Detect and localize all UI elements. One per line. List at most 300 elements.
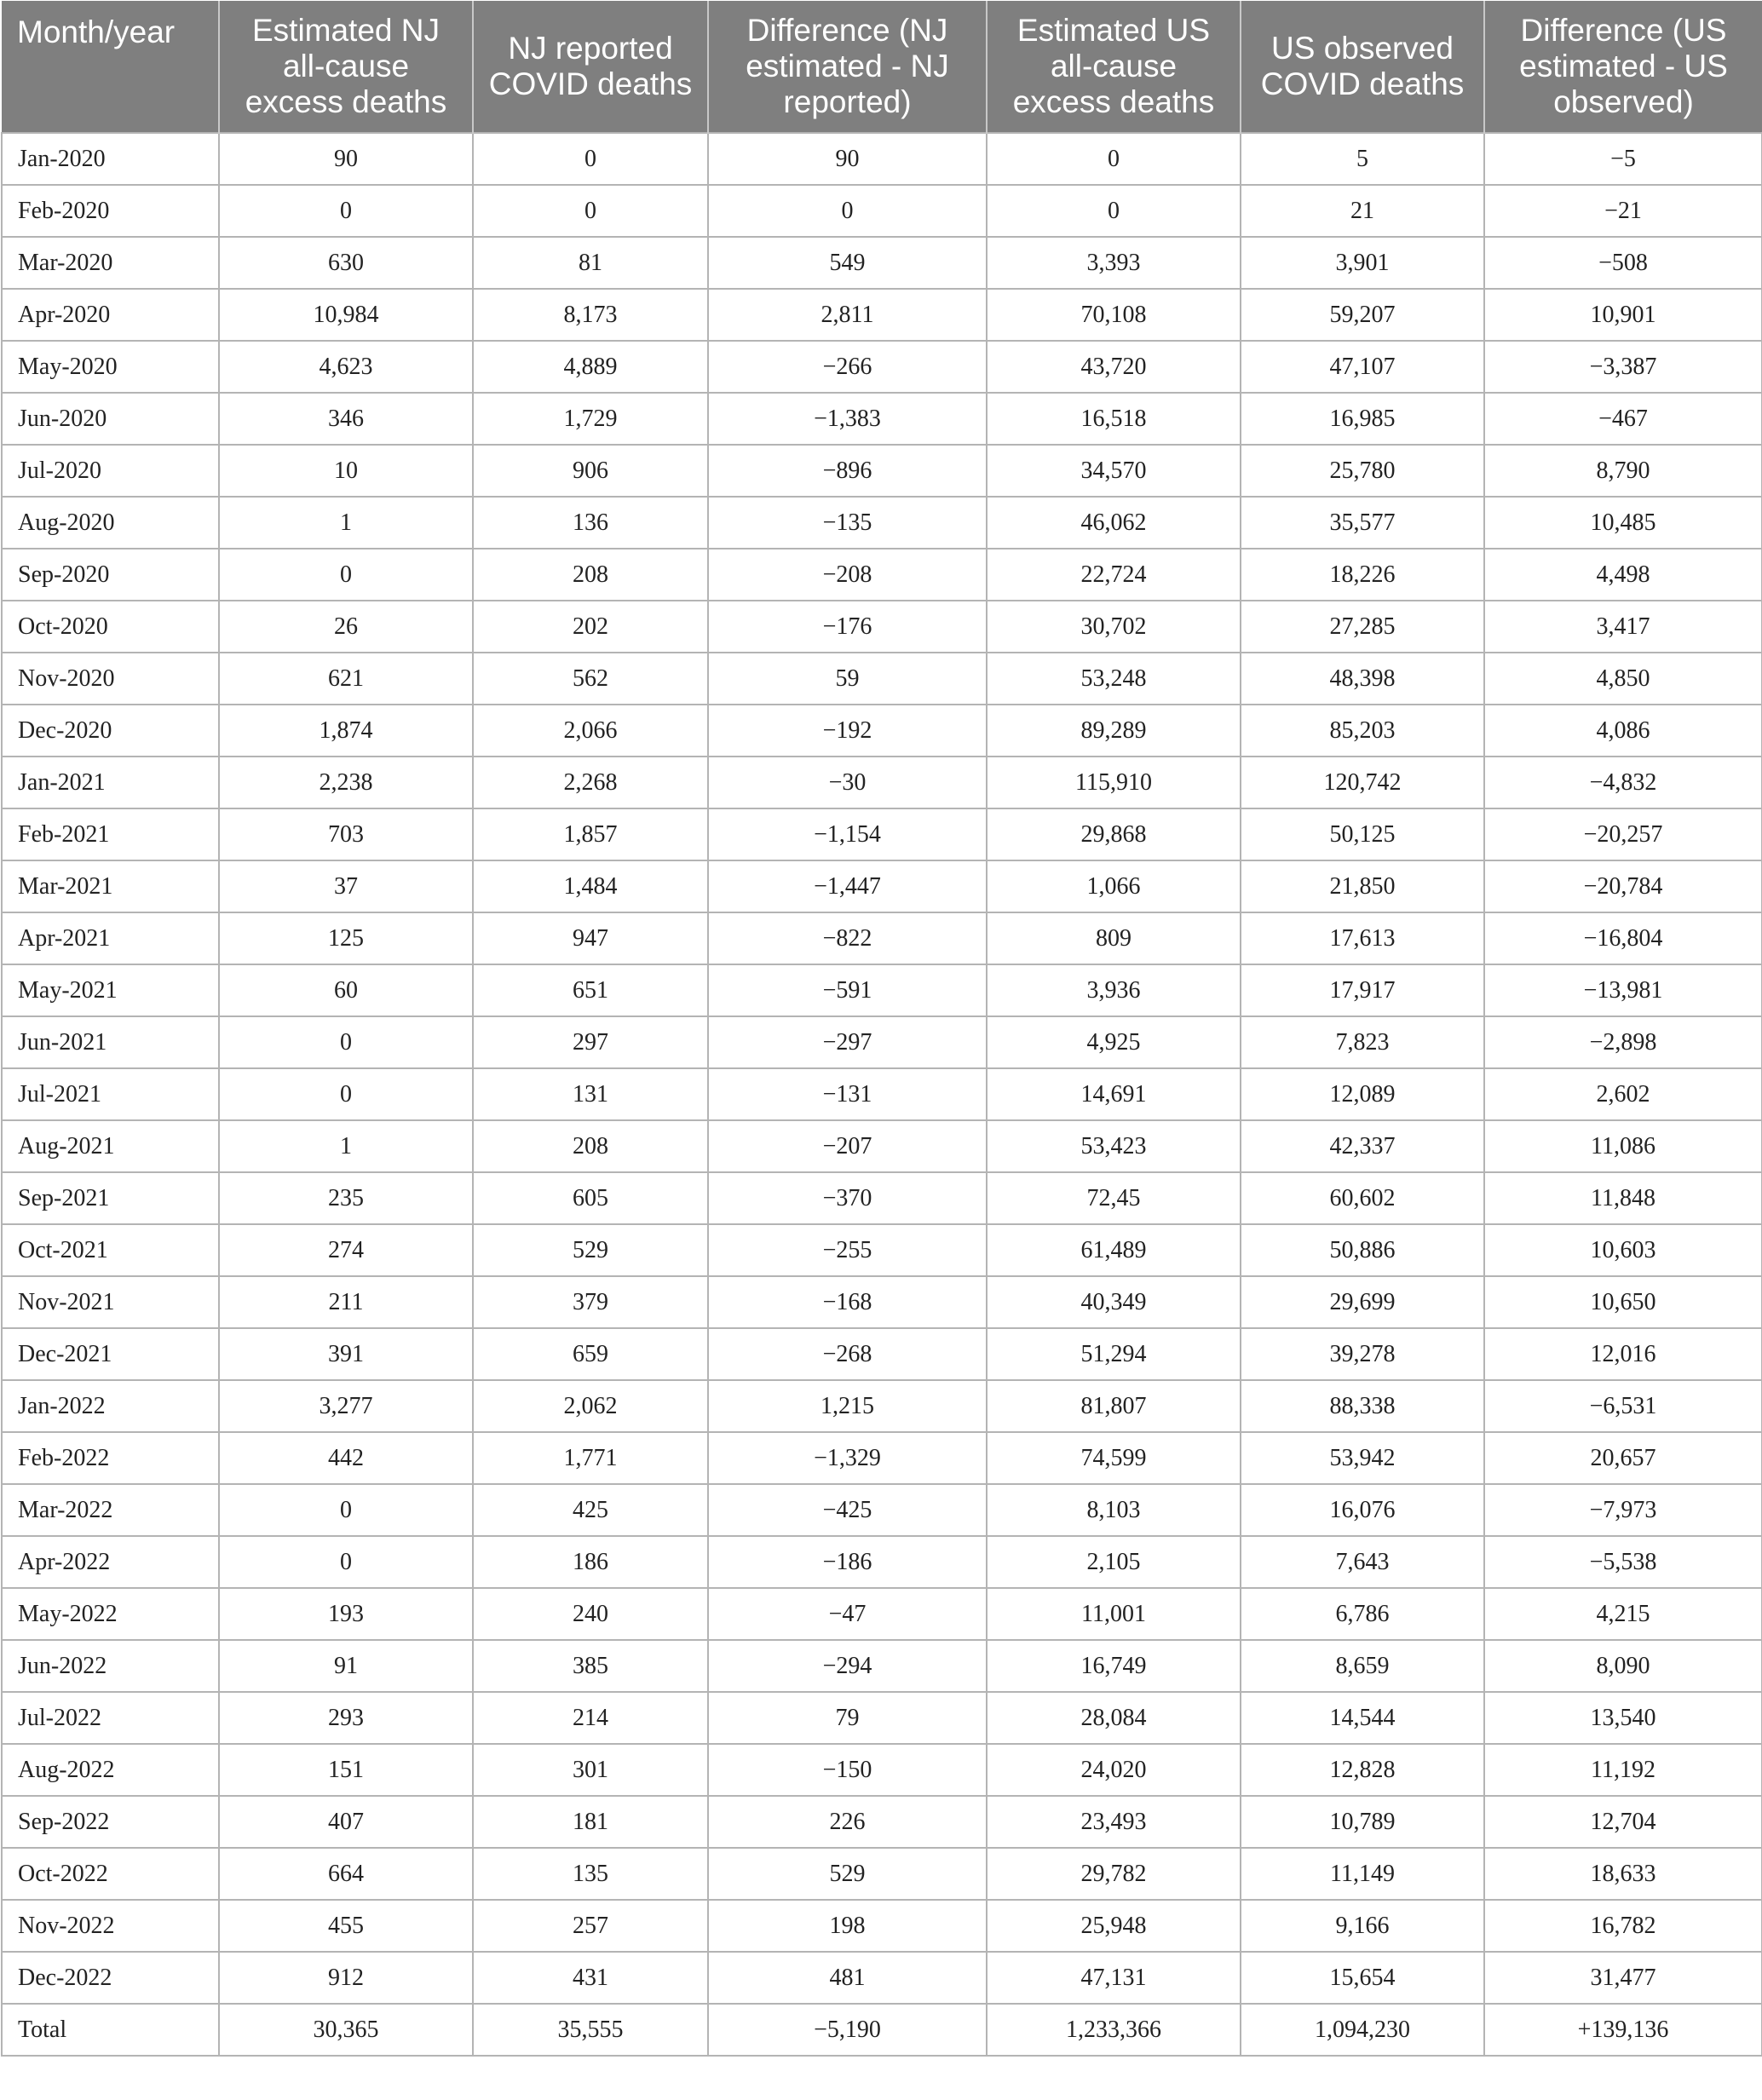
cell-us-observed-covid: 25,780 xyxy=(1241,445,1484,497)
cell-us-difference: −5,538 xyxy=(1484,1536,1762,1588)
cell-nj-estimated-excess: 151 xyxy=(219,1744,473,1796)
cell-nj-reported-covid: 1,857 xyxy=(473,808,708,860)
table-row xyxy=(2,289,1762,341)
cell-nj-reported-covid: 431 xyxy=(473,1952,708,2004)
cell-month-year: Jan-2022 xyxy=(2,1380,219,1432)
cell-us-estimated-excess: 2,105 xyxy=(987,1536,1241,1588)
cell-us-estimated-excess: 29,868 xyxy=(987,808,1241,860)
table-row xyxy=(2,1016,1762,1068)
cell-us-estimated-excess: 89,289 xyxy=(987,705,1241,757)
cell-month-year: Feb-2021 xyxy=(2,808,219,860)
cell-nj-difference: 529 xyxy=(708,1848,987,1900)
cell-nj-reported-covid: 301 xyxy=(473,1744,708,1796)
cell-nj-estimated-excess: 4,623 xyxy=(219,341,473,393)
cell-us-observed-covid: 14,544 xyxy=(1241,1692,1484,1744)
cell-month-year: Jun-2022 xyxy=(2,1640,219,1692)
cell-us-observed-covid: 12,828 xyxy=(1241,1744,1484,1796)
cell-us-observed-covid: 17,613 xyxy=(1241,912,1484,964)
cell-nj-reported-covid: 0 xyxy=(473,133,708,185)
cell-nj-reported-covid: 529 xyxy=(473,1224,708,1276)
cell-nj-reported-covid: 4,889 xyxy=(473,341,708,393)
cell-month-year: Aug-2022 xyxy=(2,1744,219,1796)
cell-nj-difference: −268 xyxy=(708,1328,987,1380)
cell-us-observed-covid: 50,125 xyxy=(1241,808,1484,860)
cell-month-year: Sep-2020 xyxy=(2,549,219,601)
cell-us-estimated-excess: 61,489 xyxy=(987,1224,1241,1276)
cell-us-observed-covid: 16,985 xyxy=(1241,393,1484,445)
cell-us-observed-covid: 5 xyxy=(1241,133,1484,185)
cell-nj-difference: −297 xyxy=(708,1016,987,1068)
cell-us-difference: −2,898 xyxy=(1484,1016,1762,1068)
cell-us-estimated-excess: 3,936 xyxy=(987,964,1241,1016)
cell-us-observed-covid: 35,577 xyxy=(1241,497,1484,549)
cell-us-estimated-excess: 8,103 xyxy=(987,1484,1241,1536)
cell-month-year: Jan-2021 xyxy=(2,757,219,808)
cell-nj-estimated-excess: 0 xyxy=(219,1484,473,1536)
cell-nj-difference: −1,329 xyxy=(708,1432,987,1484)
table-row xyxy=(2,185,1762,237)
cell-month-year: Apr-2020 xyxy=(2,289,219,341)
cell-month-year: Dec-2021 xyxy=(2,1328,219,1380)
cell-nj-difference: 79 xyxy=(708,1692,987,1744)
cell-us-difference: 8,790 xyxy=(1484,445,1762,497)
header-nj-reported-covid: NJ reported COVID deaths xyxy=(473,1,708,133)
cell-nj-difference: −591 xyxy=(708,964,987,1016)
cell-nj-reported-covid: 379 xyxy=(473,1276,708,1328)
cell-nj-estimated-excess: 1,874 xyxy=(219,705,473,757)
cell-us-observed-covid: 48,398 xyxy=(1241,653,1484,705)
cell-us-observed-covid: 1,094,230 xyxy=(1241,2004,1484,2056)
cell-nj-difference: −131 xyxy=(708,1068,987,1120)
cell-nj-estimated-excess: 1 xyxy=(219,497,473,549)
cell-nj-estimated-excess: 442 xyxy=(219,1432,473,1484)
cell-nj-estimated-excess: 3,277 xyxy=(219,1380,473,1432)
cell-us-observed-covid: 15,654 xyxy=(1241,1952,1484,2004)
cell-month-year: Jun-2020 xyxy=(2,393,219,445)
cell-nj-difference: −208 xyxy=(708,549,987,601)
cell-us-observed-covid: 3,901 xyxy=(1241,237,1484,289)
table-row xyxy=(2,393,1762,445)
cell-month-year: Jul-2022 xyxy=(2,1692,219,1744)
cell-us-difference: −467 xyxy=(1484,393,1762,445)
cell-month-year: Oct-2020 xyxy=(2,601,219,653)
cell-nj-difference: 0 xyxy=(708,185,987,237)
header-nj-estimated-excess: Estimated NJ all-cause excess deaths xyxy=(219,1,473,133)
cell-us-difference: 3,417 xyxy=(1484,601,1762,653)
cell-us-observed-covid: 7,643 xyxy=(1241,1536,1484,1588)
table-row xyxy=(2,1536,1762,1588)
cell-month-year: Dec-2022 xyxy=(2,1952,219,2004)
cell-us-estimated-excess: 28,084 xyxy=(987,1692,1241,1744)
cell-nj-estimated-excess: 0 xyxy=(219,549,473,601)
cell-month-year: Jul-2021 xyxy=(2,1068,219,1120)
cell-us-observed-covid: 10,789 xyxy=(1241,1796,1484,1848)
cell-us-estimated-excess: 4,925 xyxy=(987,1016,1241,1068)
cell-us-difference: 11,192 xyxy=(1484,1744,1762,1796)
cell-us-estimated-excess: 22,724 xyxy=(987,549,1241,601)
cell-month-year: Aug-2020 xyxy=(2,497,219,549)
cell-us-difference: −508 xyxy=(1484,237,1762,289)
cell-us-observed-covid: 21,850 xyxy=(1241,860,1484,912)
cell-nj-difference: −30 xyxy=(708,757,987,808)
cell-nj-difference: −822 xyxy=(708,912,987,964)
cell-nj-reported-covid: 651 xyxy=(473,964,708,1016)
header-nj-difference: Difference (NJ estimated - NJ reported) xyxy=(708,1,987,133)
cell-month-year: Jul-2020 xyxy=(2,445,219,497)
cell-nj-reported-covid: 0 xyxy=(473,185,708,237)
cell-us-difference: 20,657 xyxy=(1484,1432,1762,1484)
cell-nj-difference: −207 xyxy=(708,1120,987,1172)
cell-nj-difference: −294 xyxy=(708,1640,987,1692)
cell-nj-estimated-excess: 703 xyxy=(219,808,473,860)
cell-nj-estimated-excess: 346 xyxy=(219,393,473,445)
cell-month-year: Mar-2021 xyxy=(2,860,219,912)
cell-us-estimated-excess: 47,131 xyxy=(987,1952,1241,2004)
cell-nj-difference: −192 xyxy=(708,705,987,757)
cell-nj-estimated-excess: 211 xyxy=(219,1276,473,1328)
table-row xyxy=(2,1692,1762,1744)
cell-nj-estimated-excess: 274 xyxy=(219,1224,473,1276)
cell-us-difference: 12,016 xyxy=(1484,1328,1762,1380)
cell-us-estimated-excess: 74,599 xyxy=(987,1432,1241,1484)
cell-us-observed-covid: 29,699 xyxy=(1241,1276,1484,1328)
cell-nj-reported-covid: 1,729 xyxy=(473,393,708,445)
table-row xyxy=(2,1952,1762,2004)
cell-nj-difference: −266 xyxy=(708,341,987,393)
cell-us-estimated-excess: 16,749 xyxy=(987,1640,1241,1692)
table-row xyxy=(2,1380,1762,1432)
cell-us-difference: 4,850 xyxy=(1484,653,1762,705)
cell-us-estimated-excess: 16,518 xyxy=(987,393,1241,445)
cell-month-year: Mar-2022 xyxy=(2,1484,219,1536)
cell-nj-reported-covid: 186 xyxy=(473,1536,708,1588)
table-row xyxy=(2,757,1762,808)
cell-nj-reported-covid: 181 xyxy=(473,1796,708,1848)
cell-us-observed-covid: 17,917 xyxy=(1241,964,1484,1016)
cell-us-difference: 4,215 xyxy=(1484,1588,1762,1640)
cell-nj-difference: 1,215 xyxy=(708,1380,987,1432)
cell-nj-reported-covid: 240 xyxy=(473,1588,708,1640)
cell-month-year: Oct-2022 xyxy=(2,1848,219,1900)
cell-nj-estimated-excess: 0 xyxy=(219,1068,473,1120)
cell-us-observed-covid: 47,107 xyxy=(1241,341,1484,393)
cell-us-observed-covid: 9,166 xyxy=(1241,1900,1484,1952)
cell-nj-reported-covid: 2,062 xyxy=(473,1380,708,1432)
cell-nj-estimated-excess: 193 xyxy=(219,1588,473,1640)
table-row xyxy=(2,1328,1762,1380)
table-row xyxy=(2,912,1762,964)
cell-us-estimated-excess: 3,393 xyxy=(987,237,1241,289)
table-row xyxy=(2,1848,1762,1900)
table-row xyxy=(2,1744,1762,1796)
cell-us-difference: −21 xyxy=(1484,185,1762,237)
table-row xyxy=(2,860,1762,912)
cell-nj-estimated-excess: 407 xyxy=(219,1796,473,1848)
cell-nj-difference: 90 xyxy=(708,133,987,185)
cell-nj-reported-covid: 208 xyxy=(473,549,708,601)
table-row xyxy=(2,341,1762,393)
table-row xyxy=(2,549,1762,601)
cell-month-year: Sep-2021 xyxy=(2,1172,219,1224)
cell-nj-estimated-excess: 60 xyxy=(219,964,473,1016)
cell-us-difference: 31,477 xyxy=(1484,1952,1762,2004)
cell-month-year: May-2021 xyxy=(2,964,219,1016)
cell-us-observed-covid: 50,886 xyxy=(1241,1224,1484,1276)
cell-us-difference: 11,848 xyxy=(1484,1172,1762,1224)
cell-month-year: Nov-2021 xyxy=(2,1276,219,1328)
cell-nj-reported-covid: 385 xyxy=(473,1640,708,1692)
cell-us-observed-covid: 88,338 xyxy=(1241,1380,1484,1432)
cell-us-difference: −5 xyxy=(1484,133,1762,185)
cell-nj-estimated-excess: 912 xyxy=(219,1952,473,2004)
cell-nj-estimated-excess: 37 xyxy=(219,860,473,912)
cell-month-year: May-2020 xyxy=(2,341,219,393)
cell-us-difference: −7,973 xyxy=(1484,1484,1762,1536)
cell-month-year: Nov-2022 xyxy=(2,1900,219,1952)
cell-us-estimated-excess: 23,493 xyxy=(987,1796,1241,1848)
cell-nj-difference: −135 xyxy=(708,497,987,549)
cell-nj-estimated-excess: 2,238 xyxy=(219,757,473,808)
cell-nj-estimated-excess: 10,984 xyxy=(219,289,473,341)
cell-us-observed-covid: 11,149 xyxy=(1241,1848,1484,1900)
cell-us-difference: 4,498 xyxy=(1484,549,1762,601)
cell-nj-reported-covid: 1,484 xyxy=(473,860,708,912)
cell-nj-difference: −168 xyxy=(708,1276,987,1328)
cell-nj-reported-covid: 2,066 xyxy=(473,705,708,757)
cell-nj-estimated-excess: 0 xyxy=(219,1016,473,1068)
cell-nj-estimated-excess: 26 xyxy=(219,601,473,653)
table-row xyxy=(2,1432,1762,1484)
cell-nj-estimated-excess: 293 xyxy=(219,1692,473,1744)
cell-nj-reported-covid: 81 xyxy=(473,237,708,289)
cell-nj-reported-covid: 947 xyxy=(473,912,708,964)
cell-us-observed-covid: 12,089 xyxy=(1241,1068,1484,1120)
table-row xyxy=(2,808,1762,860)
table-row xyxy=(2,1120,1762,1172)
cell-nj-difference: 2,811 xyxy=(708,289,987,341)
cell-us-observed-covid: 85,203 xyxy=(1241,705,1484,757)
cell-nj-reported-covid: 1,771 xyxy=(473,1432,708,1484)
cell-nj-difference: −1,447 xyxy=(708,860,987,912)
cell-nj-estimated-excess: 0 xyxy=(219,1536,473,1588)
cell-nj-estimated-excess: 621 xyxy=(219,653,473,705)
table-row xyxy=(2,1172,1762,1224)
cell-nj-difference: −47 xyxy=(708,1588,987,1640)
cell-us-difference: 10,603 xyxy=(1484,1224,1762,1276)
cell-nj-reported-covid: 257 xyxy=(473,1900,708,1952)
cell-nj-reported-covid: 906 xyxy=(473,445,708,497)
cell-us-difference: 10,485 xyxy=(1484,497,1762,549)
cell-month-year: Feb-2022 xyxy=(2,1432,219,1484)
cell-nj-difference: −186 xyxy=(708,1536,987,1588)
cell-us-difference: 16,782 xyxy=(1484,1900,1762,1952)
cell-nj-reported-covid: 2,268 xyxy=(473,757,708,808)
cell-us-estimated-excess: 24,020 xyxy=(987,1744,1241,1796)
cell-us-observed-covid: 42,337 xyxy=(1241,1120,1484,1172)
cell-us-observed-covid: 7,823 xyxy=(1241,1016,1484,1068)
cell-nj-difference: 59 xyxy=(708,653,987,705)
cell-nj-difference: 198 xyxy=(708,1900,987,1952)
cell-nj-reported-covid: 297 xyxy=(473,1016,708,1068)
cell-nj-estimated-excess: 664 xyxy=(219,1848,473,1900)
cell-us-observed-covid: 39,278 xyxy=(1241,1328,1484,1380)
cell-us-estimated-excess: 53,248 xyxy=(987,653,1241,705)
cell-us-estimated-excess: 51,294 xyxy=(987,1328,1241,1380)
cell-us-estimated-excess: 53,423 xyxy=(987,1120,1241,1172)
header-us-difference: Difference (US estimated - US observed) xyxy=(1484,1,1762,133)
table-row xyxy=(2,1068,1762,1120)
table-body xyxy=(2,133,1762,2056)
cell-nj-difference: −1,383 xyxy=(708,393,987,445)
table-row xyxy=(2,1796,1762,1848)
table-row xyxy=(2,1900,1762,1952)
cell-us-difference: 11,086 xyxy=(1484,1120,1762,1172)
cell-month-year: Feb-2020 xyxy=(2,185,219,237)
cell-nj-difference: −425 xyxy=(708,1484,987,1536)
cell-nj-reported-covid: 35,555 xyxy=(473,2004,708,2056)
cell-nj-estimated-excess: 630 xyxy=(219,237,473,289)
cell-nj-estimated-excess: 10 xyxy=(219,445,473,497)
cell-nj-difference: −176 xyxy=(708,601,987,653)
header-us-estimated-excess: Estimated US all-cause excess deaths xyxy=(987,1,1241,133)
cell-us-estimated-excess: 30,702 xyxy=(987,601,1241,653)
cell-month-year: Aug-2021 xyxy=(2,1120,219,1172)
cell-us-estimated-excess: 34,570 xyxy=(987,445,1241,497)
cell-us-estimated-excess: 81,807 xyxy=(987,1380,1241,1432)
cell-nj-estimated-excess: 1 xyxy=(219,1120,473,1172)
cell-us-difference: 8,090 xyxy=(1484,1640,1762,1692)
cell-us-estimated-excess: 809 xyxy=(987,912,1241,964)
cell-us-difference: −13,981 xyxy=(1484,964,1762,1016)
cell-us-observed-covid: 53,942 xyxy=(1241,1432,1484,1484)
cell-nj-difference: −150 xyxy=(708,1744,987,1796)
cell-nj-difference: −5,190 xyxy=(708,2004,987,2056)
table-row xyxy=(2,1484,1762,1536)
cell-us-difference: 18,633 xyxy=(1484,1848,1762,1900)
cell-month-year: Nov-2020 xyxy=(2,653,219,705)
cell-us-observed-covid: 18,226 xyxy=(1241,549,1484,601)
cell-nj-reported-covid: 202 xyxy=(473,601,708,653)
header-row xyxy=(2,1,1762,133)
cell-us-estimated-excess: 70,108 xyxy=(987,289,1241,341)
cell-us-observed-covid: 27,285 xyxy=(1241,601,1484,653)
cell-month-year: Jan-2020 xyxy=(2,133,219,185)
cell-us-difference: 2,602 xyxy=(1484,1068,1762,1120)
cell-us-estimated-excess: 14,691 xyxy=(987,1068,1241,1120)
cell-us-difference: 10,650 xyxy=(1484,1276,1762,1328)
cell-nj-difference: 549 xyxy=(708,237,987,289)
table-row xyxy=(2,653,1762,705)
cell-nj-estimated-excess: 0 xyxy=(219,185,473,237)
table-row xyxy=(2,601,1762,653)
cell-nj-difference: 481 xyxy=(708,1952,987,2004)
cell-us-difference: 12,704 xyxy=(1484,1796,1762,1848)
cell-nj-estimated-excess: 235 xyxy=(219,1172,473,1224)
cell-us-observed-covid: 59,207 xyxy=(1241,289,1484,341)
cell-nj-reported-covid: 605 xyxy=(473,1172,708,1224)
cell-month-year: Apr-2022 xyxy=(2,1536,219,1588)
cell-us-estimated-excess: 1,233,366 xyxy=(987,2004,1241,2056)
table-row xyxy=(2,1276,1762,1328)
cell-us-difference: 13,540 xyxy=(1484,1692,1762,1744)
header-month-year: Month/year xyxy=(2,1,219,133)
cell-us-difference: −3,387 xyxy=(1484,341,1762,393)
cell-month-year: May-2022 xyxy=(2,1588,219,1640)
cell-nj-estimated-excess: 125 xyxy=(219,912,473,964)
cell-us-estimated-excess: 72,45 xyxy=(987,1172,1241,1224)
cell-month-year: Sep-2022 xyxy=(2,1796,219,1848)
cell-us-observed-covid: 60,602 xyxy=(1241,1172,1484,1224)
cell-us-estimated-excess: 46,062 xyxy=(987,497,1241,549)
total-row xyxy=(2,2004,1762,2056)
cell-nj-reported-covid: 425 xyxy=(473,1484,708,1536)
cell-month-year: Jun-2021 xyxy=(2,1016,219,1068)
cell-us-difference: −4,832 xyxy=(1484,757,1762,808)
cell-nj-estimated-excess: 90 xyxy=(219,133,473,185)
cell-nj-difference: 226 xyxy=(708,1796,987,1848)
cell-nj-difference: −896 xyxy=(708,445,987,497)
cell-nj-reported-covid: 136 xyxy=(473,497,708,549)
cell-us-estimated-excess: 43,720 xyxy=(987,341,1241,393)
header-us-observed-covid: US observed COVID deaths xyxy=(1241,1,1484,133)
cell-nj-difference: −1,154 xyxy=(708,808,987,860)
cell-us-observed-covid: 6,786 xyxy=(1241,1588,1484,1640)
excess-deaths-table xyxy=(1,1,1762,2057)
cell-us-difference: −20,257 xyxy=(1484,808,1762,860)
cell-us-estimated-excess: 0 xyxy=(987,185,1241,237)
cell-us-estimated-excess: 25,948 xyxy=(987,1900,1241,1952)
cell-us-estimated-excess: 29,782 xyxy=(987,1848,1241,1900)
cell-us-difference: 10,901 xyxy=(1484,289,1762,341)
cell-nj-reported-covid: 208 xyxy=(473,1120,708,1172)
cell-nj-reported-covid: 562 xyxy=(473,653,708,705)
cell-us-estimated-excess: 40,349 xyxy=(987,1276,1241,1328)
cell-us-difference: −16,804 xyxy=(1484,912,1762,964)
cell-nj-reported-covid: 8,173 xyxy=(473,289,708,341)
cell-month-year: Apr-2021 xyxy=(2,912,219,964)
table-row xyxy=(2,1640,1762,1692)
table-row xyxy=(2,445,1762,497)
cell-us-estimated-excess: 0 xyxy=(987,133,1241,185)
table-row xyxy=(2,237,1762,289)
cell-us-observed-covid: 8,659 xyxy=(1241,1640,1484,1692)
table-row xyxy=(2,133,1762,185)
cell-nj-reported-covid: 214 xyxy=(473,1692,708,1744)
table-row xyxy=(2,705,1762,757)
cell-nj-reported-covid: 659 xyxy=(473,1328,708,1380)
cell-us-estimated-excess: 1,066 xyxy=(987,860,1241,912)
table-row xyxy=(2,1588,1762,1640)
cell-us-difference: −6,531 xyxy=(1484,1380,1762,1432)
cell-nj-difference: −370 xyxy=(708,1172,987,1224)
cell-month-year: Oct-2021 xyxy=(2,1224,219,1276)
cell-nj-reported-covid: 135 xyxy=(473,1848,708,1900)
table-row xyxy=(2,497,1762,549)
cell-nj-difference: −255 xyxy=(708,1224,987,1276)
cell-us-difference: −20,784 xyxy=(1484,860,1762,912)
cell-nj-estimated-excess: 391 xyxy=(219,1328,473,1380)
table-header xyxy=(2,1,1762,133)
cell-us-observed-covid: 21 xyxy=(1241,185,1484,237)
cell-nj-estimated-excess: 455 xyxy=(219,1900,473,1952)
cell-us-difference: +139,136 xyxy=(1484,2004,1762,2056)
cell-us-observed-covid: 120,742 xyxy=(1241,757,1484,808)
cell-month-year: Mar-2020 xyxy=(2,237,219,289)
cell-us-estimated-excess: 115,910 xyxy=(987,757,1241,808)
cell-nj-estimated-excess: 91 xyxy=(219,1640,473,1692)
cell-us-difference: 4,086 xyxy=(1484,705,1762,757)
cell-us-estimated-excess: 11,001 xyxy=(987,1588,1241,1640)
